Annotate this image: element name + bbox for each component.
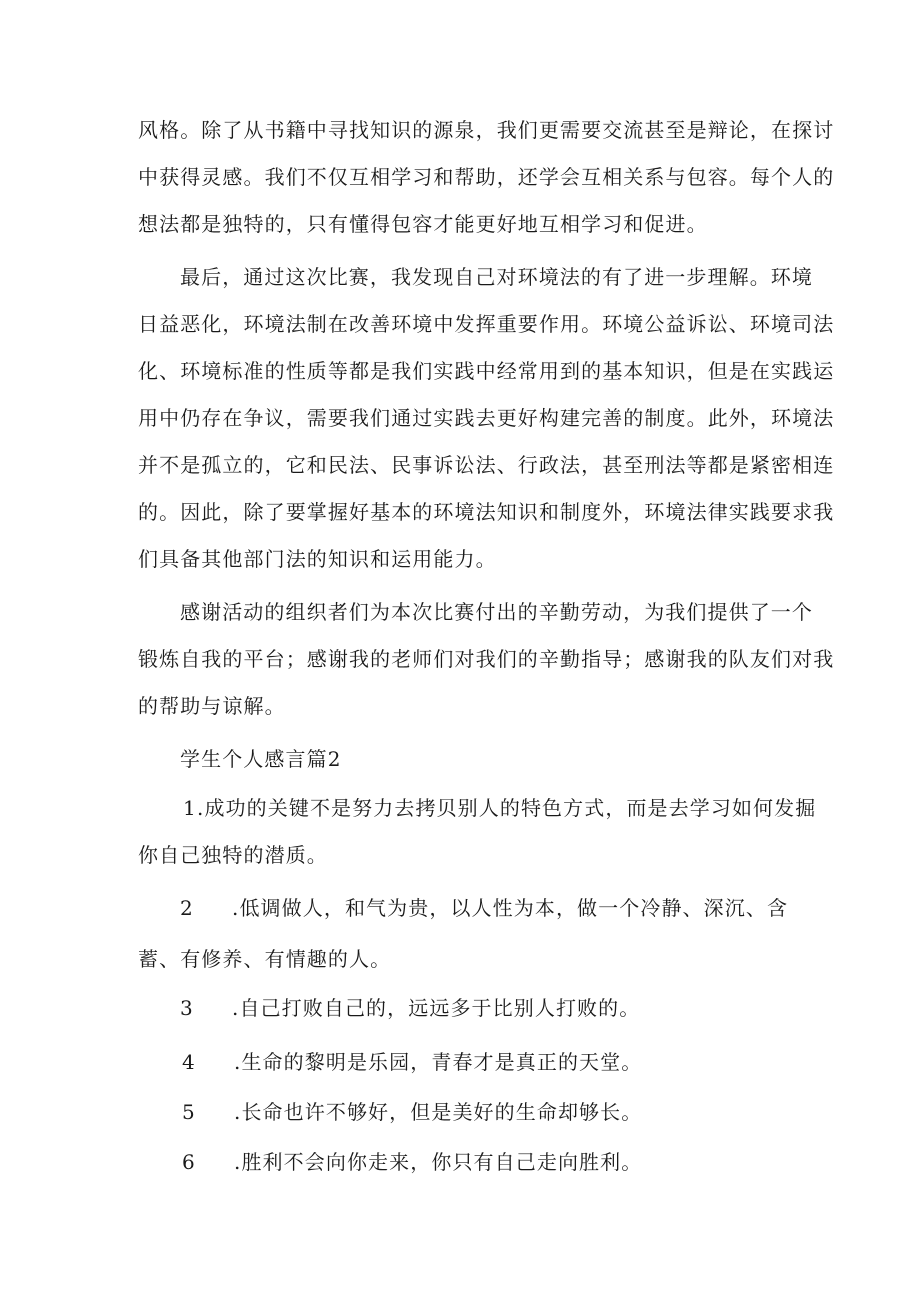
item-number: 2: [180, 896, 193, 920]
item-text: 你自己独特的潜质。: [138, 843, 328, 867]
item-number: 3: [180, 996, 193, 1020]
paragraph-line: 们具备其他部门法的知识和运用能力。: [138, 547, 497, 571]
paragraph-line: 中获得灵感。我们不仅互相学习和帮助，还学会互相关系与包容。每个人的: [138, 165, 835, 189]
section-heading: 学生个人感言篇2: [180, 747, 342, 771]
paragraph-line: 并不是孤立的，它和民法、民事诉讼法、行政法，甚至刑法等都是紧密相连: [138, 453, 835, 477]
paragraph-line: 锻炼自我的平台；感谢我的老师们对我们的辛勤指导；感谢我的队友们对我: [138, 647, 835, 671]
paragraph-line: 感谢活动的组织者们为本次比赛付出的辛勤劳动，为我们提供了一个: [180, 600, 813, 624]
item-number: 6: [182, 1150, 195, 1174]
paragraph-line: 想法都是独特的，只有懂得包容才能更好地互相学习和促进。: [138, 212, 708, 236]
item-text: .成功的关键不是努力去拷贝别人的特色方式，而是去学习如何发掘: [197, 796, 817, 820]
item-text: .胜利不会向你走来，你只有自己走向胜利。: [234, 1150, 643, 1174]
paragraph-line: 的帮助与谅解。: [138, 694, 286, 718]
item-number: 1: [183, 796, 196, 820]
item-text: .长命也许不够好，但是美好的生命却够长。: [234, 1100, 643, 1124]
item-text: 蓄、有修养、有情趣的人。: [138, 947, 392, 971]
paragraph-line: 用中仍存在争议，需要我们通过实践去更好构建完善的制度。此外，环境法: [138, 406, 835, 430]
paragraph-line: 的。因此，除了要掌握好基本的环境法知识和制度外，环境法律实践要求我: [138, 500, 835, 524]
paragraph-line: 最后，通过这次比赛，我发现自己对环境法的有了进一步理解。环境: [180, 265, 813, 289]
item-number: 5: [182, 1100, 195, 1124]
item-text: .生命的黎明是乐园，青春才是真正的天堂。: [234, 1050, 643, 1074]
item-number: 4: [182, 1050, 195, 1074]
paragraph-line: 化、环境标准的性质等都是我们实践中经常用到的基本知识，但是在实践运: [138, 359, 835, 383]
item-text: .低调做人，和气为贵，以人性为本，做一个冷静、深沉、含: [232, 896, 789, 920]
paragraph-line: 风格。除了从书籍中寻找知识的源泉，我们更需要交流甚至是辩论，在探讨: [138, 118, 835, 142]
paragraph-line: 日益恶化，环境法制在改善环境中发挥重要作用。环境公益诉讼、环境司法: [138, 312, 835, 336]
item-text: .自己打败自己的，远远多于比别人打败的。: [232, 996, 641, 1020]
